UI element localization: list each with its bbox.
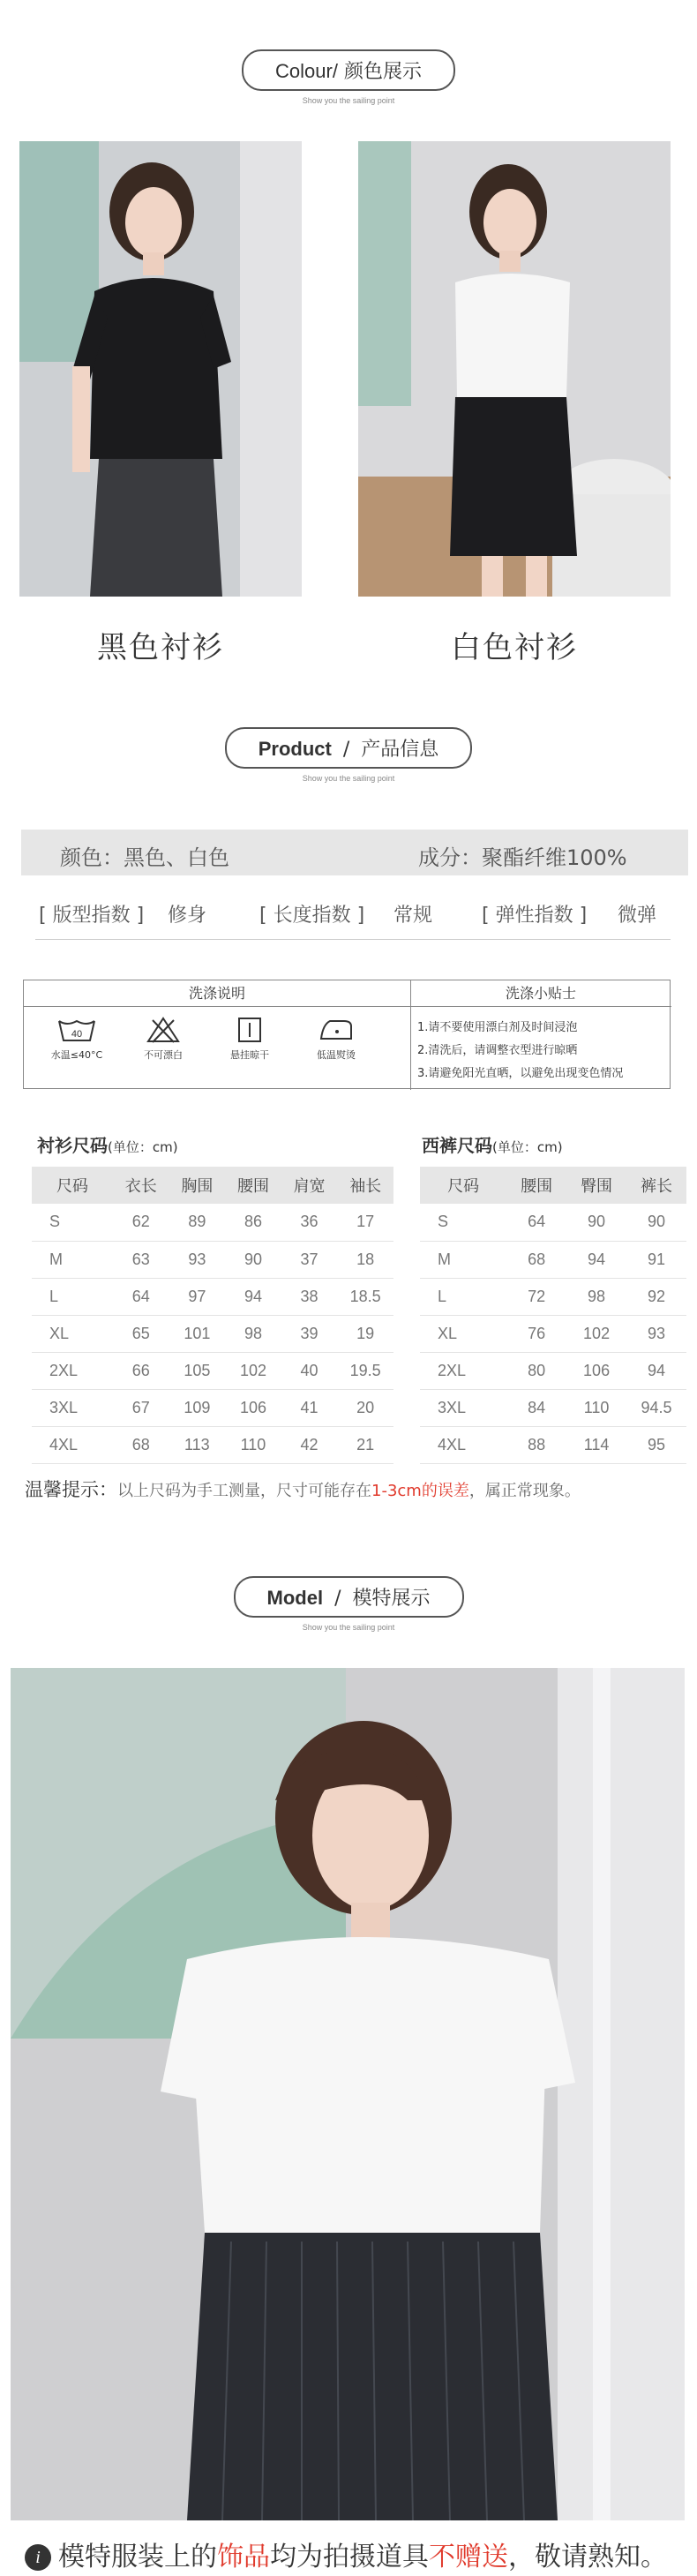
length-index-label: [ 长度指数 ] (259, 905, 365, 927)
size-cell: M (32, 1241, 113, 1278)
wash-40-icon (56, 1016, 97, 1044)
size-cell: 86 (225, 1204, 281, 1241)
table-row (420, 1426, 686, 1463)
model-photo (11, 1668, 685, 2520)
table-row (32, 1352, 393, 1389)
color-info: 颜色：黑色、白色 (60, 845, 229, 870)
size-cell: 88 (506, 1426, 566, 1463)
size-cell: 94 (566, 1241, 626, 1278)
white-shirt-photo (358, 141, 671, 597)
size-cell: 109 (169, 1389, 226, 1426)
size-cell: 94 (225, 1278, 281, 1315)
size-cell: 98 (225, 1315, 281, 1352)
hint-text-b: ，属正常现象。 (468, 1482, 581, 1500)
colour-section-header (0, 49, 697, 105)
size-cell: 2XL (420, 1352, 506, 1389)
white-shirt-caption: 白色衬衫 (451, 630, 578, 665)
size-header-cell: 尺码 (32, 1167, 113, 1204)
size-header-cell: 胸围 (169, 1167, 226, 1204)
wash-instructions-box (23, 980, 671, 1089)
size-cell: 39 (281, 1315, 338, 1352)
model-title-en: Model (266, 1587, 324, 1609)
table-row (420, 1389, 686, 1426)
wash-item (41, 1016, 112, 1062)
shirt-size-title-text: 衬衫尺码 (37, 1135, 108, 1156)
size-header-cell: 衣长 (113, 1167, 169, 1204)
size-header-cell: 臀围 (566, 1167, 626, 1204)
table-row (420, 1278, 686, 1315)
size-cell: 20 (337, 1389, 393, 1426)
size-cell: 38 (281, 1278, 338, 1315)
size-cell: 102 (566, 1315, 626, 1352)
notice-red1: 饰品 (217, 2542, 270, 2572)
size-cell: 90 (626, 1204, 686, 1241)
table-row (32, 1426, 393, 1463)
pants-size-table (420, 1167, 686, 1464)
notice-b: 均为拍摄道具 (270, 2542, 429, 2572)
pants-size-title (422, 1131, 563, 1157)
size-cell: 64 (506, 1204, 566, 1241)
notice-c: ，敬请熟知。 (508, 2542, 667, 2572)
size-cell: 106 (225, 1389, 281, 1426)
shirt-size-title (37, 1131, 178, 1157)
size-cell: 17 (337, 1204, 393, 1241)
elastic-index-value: 微弹 (618, 905, 657, 927)
size-cell: 63 (113, 1241, 169, 1278)
table-row (32, 1389, 393, 1426)
wash-tip: 1.请不要使用漂白剂及时间浸泡 (417, 1021, 578, 1034)
table-row (420, 1241, 686, 1278)
no-bleach-label: 不可漂白 (144, 1049, 183, 1061)
size-cell: 110 (225, 1426, 281, 1463)
model-title-pill (234, 1576, 464, 1618)
size-cell: 94 (626, 1352, 686, 1389)
size-cell: 62 (113, 1204, 169, 1241)
size-cell: 89 (169, 1204, 226, 1241)
wash-40-label: 水温≤40°C (50, 1049, 103, 1061)
table-row (420, 1204, 686, 1241)
table-row (32, 1204, 393, 1241)
size-cell: S (32, 1204, 113, 1241)
size-cell: XL (420, 1315, 506, 1352)
size-cell: L (32, 1278, 113, 1315)
size-cell: 67 (113, 1389, 169, 1426)
size-cell: 93 (169, 1241, 226, 1278)
wash-tip: 3.请避免阳光直晒，以避免出现变色情况 (417, 1067, 624, 1080)
fit-index-label: [ 版型指数 ] (39, 905, 145, 927)
pants-size-header-row (420, 1167, 686, 1204)
size-header-cell: 裤长 (626, 1167, 686, 1204)
size-cell: 110 (566, 1389, 626, 1426)
shirt-size-header-row (32, 1167, 393, 1204)
model-subtitle: Show you the sailing point (302, 1623, 395, 1632)
hang-dry-icon (234, 1016, 266, 1044)
size-header-cell: 腰围 (225, 1167, 281, 1204)
size-cell: 76 (506, 1315, 566, 1352)
wash-tip: 2.清洗后，请调整衣型进行晾晒 (417, 1044, 578, 1057)
size-cell: 68 (113, 1426, 169, 1463)
size-cell: 37 (281, 1241, 338, 1278)
size-cell: 3XL (32, 1389, 113, 1426)
wash-divider (410, 980, 411, 1090)
size-cell: 36 (281, 1204, 338, 1241)
colour-title-en: Colour/ (275, 60, 338, 82)
size-cell: 102 (225, 1352, 281, 1389)
table-row (32, 1278, 393, 1315)
product-section-header (0, 727, 697, 783)
table-row (32, 1241, 393, 1278)
table-row (420, 1315, 686, 1352)
size-cell: 113 (169, 1426, 226, 1463)
size-cell: 91 (626, 1241, 686, 1278)
low-iron-label: 低温熨烫 (317, 1049, 356, 1061)
size-cell: 19.5 (337, 1352, 393, 1389)
wash-item (214, 1016, 285, 1062)
model-title-sep: / (334, 1588, 341, 1610)
size-cell: 4XL (420, 1426, 506, 1463)
size-cell: 72 (506, 1278, 566, 1315)
size-header-cell: 尺码 (420, 1167, 506, 1204)
product-title-en: Product (258, 738, 332, 760)
colour-title-pill (242, 49, 455, 91)
notice-red2: 不赠送 (429, 2542, 508, 2572)
colour-title-cn: 颜色展示 (343, 61, 422, 83)
info-icon: i (25, 2544, 51, 2571)
size-cell: 94.5 (626, 1389, 686, 1426)
size-header-cell: 袖长 (337, 1167, 393, 1204)
material-info: 成分：聚酯纤维100% (418, 845, 627, 870)
svg-text:40: 40 (71, 1029, 83, 1040)
product-title-pill (225, 727, 473, 769)
product-title-cn: 产品信息 (361, 739, 439, 761)
shirt-size-table (32, 1167, 393, 1464)
wash-item (128, 1016, 199, 1062)
product-subtitle: Show you the sailing point (302, 774, 395, 783)
size-cell: 19 (337, 1315, 393, 1352)
size-cell: 2XL (32, 1352, 113, 1389)
fit-index-value: 修身 (168, 905, 207, 927)
size-cell: 4XL (32, 1426, 113, 1463)
size-cell: 114 (566, 1426, 626, 1463)
size-cell: 92 (626, 1278, 686, 1315)
shirt-size-unit: (单位：cm) (108, 1139, 178, 1155)
size-cell: 41 (281, 1389, 338, 1426)
size-cell: S (420, 1204, 506, 1241)
model-title-cn: 模特展示 (352, 1588, 431, 1610)
length-index-value: 常规 (393, 905, 433, 927)
size-cell: 98 (566, 1278, 626, 1315)
size-cell: 93 (626, 1315, 686, 1352)
hang-dry-label: 悬挂晾干 (230, 1049, 269, 1061)
pants-size-unit: (单位：cm) (492, 1139, 563, 1155)
wash-title: 洗涤说明 (24, 980, 410, 1007)
size-cell: M (420, 1241, 506, 1278)
wash-tips-title: 洗涤小贴士 (410, 980, 671, 1007)
size-cell: 80 (506, 1352, 566, 1389)
index-divider (35, 939, 671, 940)
size-cell: 95 (626, 1426, 686, 1463)
size-cell: 65 (113, 1315, 169, 1352)
low-iron-icon (316, 1016, 356, 1044)
size-cell: 3XL (420, 1389, 506, 1426)
hint-text-red: 1-3cm的误差 (371, 1482, 469, 1500)
size-cell: 66 (113, 1352, 169, 1389)
size-cell: 42 (281, 1426, 338, 1463)
table-row (32, 1315, 393, 1352)
product-title-sep: / (342, 739, 350, 761)
table-row (420, 1352, 686, 1389)
model-section-header (0, 1576, 697, 1632)
size-cell: 21 (337, 1426, 393, 1463)
size-cell: 97 (169, 1278, 226, 1315)
size-cell: 90 (225, 1241, 281, 1278)
size-cell: 18 (337, 1241, 393, 1278)
elastic-index-label: [ 弹性指数 ] (482, 905, 588, 927)
size-cell: 18.5 (337, 1278, 393, 1315)
size-cell: 68 (506, 1241, 566, 1278)
product-info-bar (21, 830, 688, 875)
size-cell: 106 (566, 1352, 626, 1389)
no-bleach-icon (146, 1016, 181, 1044)
wash-item (301, 1016, 371, 1062)
black-shirt-photo (19, 141, 302, 597)
size-cell: XL (32, 1315, 113, 1352)
size-header-cell: 肩宽 (281, 1167, 338, 1204)
props-notice (25, 2535, 667, 2573)
black-shirt-caption: 黑色衬衫 (97, 630, 224, 665)
size-cell: 64 (113, 1278, 169, 1315)
colour-subtitle: Show you the sailing point (302, 96, 395, 105)
size-cell: 84 (506, 1389, 566, 1426)
size-cell: 90 (566, 1204, 626, 1241)
size-cell: 40 (281, 1352, 338, 1389)
size-cell: L (420, 1278, 506, 1315)
size-cell: 105 (169, 1352, 226, 1389)
size-cell: 101 (169, 1315, 226, 1352)
hint-text-a: 以上尺码为手工测量，尺寸可能存在 (117, 1482, 371, 1500)
hint-label: 温馨提示： (25, 1479, 117, 1500)
size-header-cell: 腰围 (506, 1167, 566, 1204)
pants-size-title-text: 西裤尺码 (422, 1135, 492, 1156)
notice-a: 模特服装上的 (58, 2542, 217, 2572)
size-hint (25, 1476, 581, 1502)
